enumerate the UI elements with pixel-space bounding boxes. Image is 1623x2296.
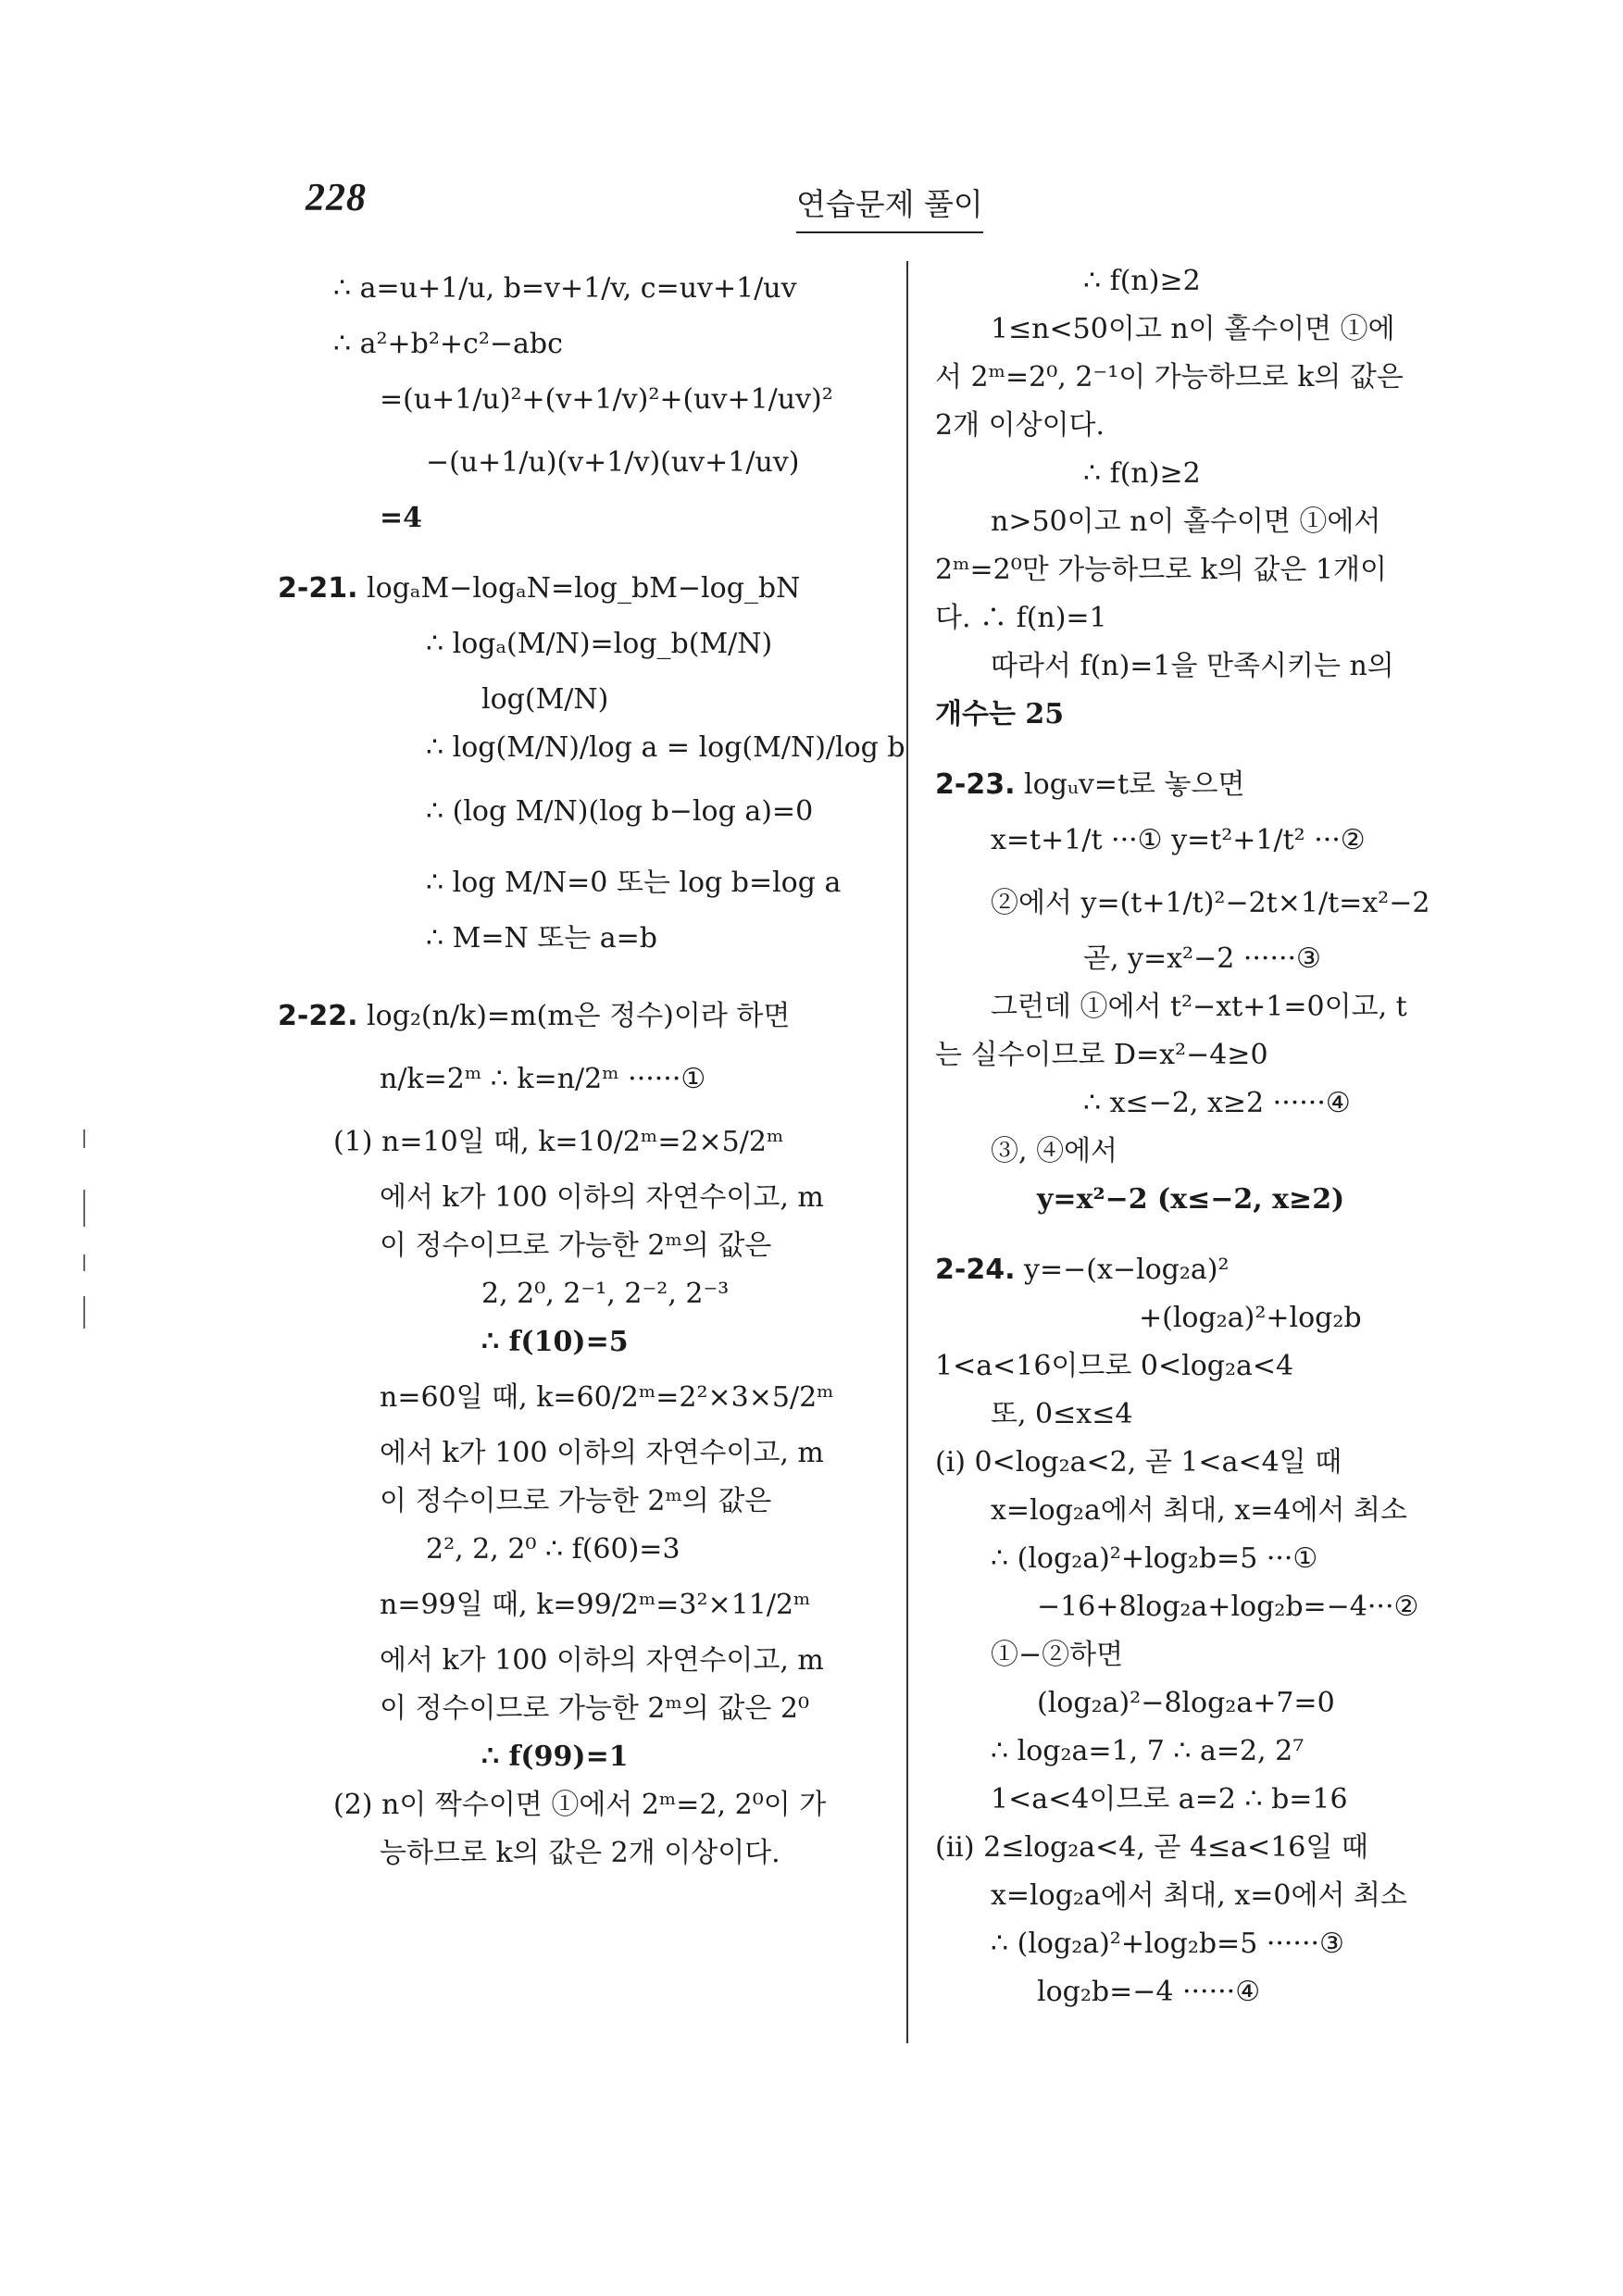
solution-line xyxy=(935,809,1537,872)
line-text: ∴ M=N 또는 a=b xyxy=(426,922,657,955)
solution-line xyxy=(935,1535,1537,1583)
solution-line xyxy=(278,1526,880,1574)
solution-line xyxy=(935,450,1537,498)
solution-line xyxy=(935,1824,1537,1872)
line-text: x=log₂a에서 최대, x=0에서 최소 xyxy=(991,1879,1407,1912)
line-text: y=−(x−log₂a)² xyxy=(1024,1254,1230,1286)
solution-line xyxy=(935,1294,1537,1342)
line-text: 에서 k가 100 이하의 자연수이고, m xyxy=(380,1644,824,1677)
line-text: n=99일 때, k=99/2ᵐ=3²×11/2ᵐ xyxy=(380,1589,811,1621)
line-text: −(u+1/u)(v+1/v)(uv+1/uv) xyxy=(426,446,800,479)
solution-line xyxy=(278,1781,880,1829)
solution-line xyxy=(935,498,1537,546)
line-text: ②에서 y=(t+1/t)²−2t×1/t=x²−2 xyxy=(991,887,1430,919)
running-head: 연습문제 풀이 xyxy=(796,181,983,233)
margin-mark xyxy=(83,1296,85,1329)
line-text: log₂b=−4 ······④ xyxy=(1037,1976,1261,2008)
solution-line xyxy=(278,494,880,543)
solution-line xyxy=(278,1366,880,1429)
line-text: 에서 k가 100 이하의 자연수이고, m xyxy=(380,1437,824,1469)
solution-line xyxy=(278,1733,880,1781)
line-text: ∴ log M/N=0 또는 log b=log a xyxy=(426,867,842,899)
solution-line xyxy=(935,1968,1537,2016)
line-text: 2ᵐ=2⁰만 가능하므로 k의 값은 1개이 xyxy=(935,554,1387,586)
line-text: ∴ f(n)≥2 xyxy=(1083,457,1201,490)
left-column xyxy=(278,257,905,1878)
line-text: =(u+1/u)²+(v+1/v)²+(uv+1/uv)² xyxy=(380,383,833,416)
line-text: 서 2ᵐ=2⁰, 2⁻¹이 가능하므로 k의 값은 xyxy=(935,361,1404,393)
line-text: x=log₂a에서 최대, x=4에서 최소 xyxy=(991,1494,1407,1527)
solution-line xyxy=(935,1031,1537,1079)
line-text: logᵤv=t로 놓으면 xyxy=(1024,768,1245,801)
line-text: ∴ f(10)=5 xyxy=(481,1326,629,1358)
column-divider xyxy=(906,261,908,2043)
solution-line xyxy=(935,643,1537,691)
problem-number: 2-24. xyxy=(935,1254,1016,1286)
line-text: (ii) 2≤log₂a<4, 곧 4≤a<16일 때 xyxy=(935,1831,1368,1864)
line-text: x=t+1/t ···① y=t²+1/t² ···② xyxy=(991,824,1366,856)
solution-line xyxy=(935,935,1537,983)
line-text: 개수는 25 xyxy=(935,698,1065,730)
line-text: y=x²−2 (x≤−2, x≥2) xyxy=(1037,1183,1345,1216)
line-text: ∴ f(n)≥2 xyxy=(1083,265,1201,297)
line-text: 또, 0≤x≤4 xyxy=(991,1398,1133,1430)
line-text: logₐM−logₐN=log_bM−log_bN xyxy=(367,572,801,605)
solution-line xyxy=(935,691,1537,739)
solution-line xyxy=(278,1318,880,1366)
solution-line xyxy=(278,1111,880,1174)
solution-line xyxy=(935,354,1537,402)
line-text: 1<a<4이므로 a=2 ∴ b=16 xyxy=(991,1783,1348,1816)
line-text: log₂(n/k)=m(m은 정수)이라 하면 xyxy=(367,1000,791,1032)
line-text: (2) n이 짝수이면 ①에서 2ᵐ=2, 2⁰이 가 xyxy=(333,1789,827,1821)
solution-line xyxy=(278,1478,880,1526)
solution-line xyxy=(278,1048,880,1111)
solution-line xyxy=(278,1637,880,1685)
line-text: 능하므로 k의 값은 2개 이상이다. xyxy=(380,1837,780,1869)
solution-line xyxy=(935,402,1537,450)
solution-line xyxy=(278,852,880,915)
line-text: ∴ a=u+1/u, b=v+1/v, c=uv+1/uv xyxy=(333,272,797,305)
line-text: ∴ f(99)=1 xyxy=(481,1741,629,1773)
solution-line xyxy=(278,1829,880,1878)
solution-line xyxy=(935,1176,1537,1224)
problem-number: 2-21. xyxy=(278,572,358,605)
margin-mark xyxy=(83,1254,85,1271)
line-text: ∴ x≤−2, x≥2 ······④ xyxy=(1083,1087,1351,1119)
line-text: ∴ (log M/N)(log b−log a)=0 xyxy=(426,795,814,828)
solution-line xyxy=(278,1174,880,1222)
solution-line xyxy=(278,915,880,963)
line-text: (log₂a)²−8log₂a+7=0 xyxy=(1037,1687,1335,1719)
problem-heading-line xyxy=(935,761,1537,809)
solution-line xyxy=(278,431,880,494)
line-text: −16+8log₂a+log₂b=−4···② xyxy=(1037,1591,1419,1623)
solution-line xyxy=(935,1342,1537,1391)
line-text: 이 정수이므로 가능한 2ᵐ의 값은 xyxy=(380,1229,772,1262)
line-text: n>50이고 n이 홀수이면 ①에서 xyxy=(991,505,1381,538)
solution-line xyxy=(278,1270,880,1318)
line-text: ①−②하면 xyxy=(991,1639,1124,1671)
solution-line xyxy=(935,1439,1537,1487)
problem-number: 2-23. xyxy=(935,768,1016,801)
line-text: n/k=2ᵐ ∴ k=n/2ᵐ ······① xyxy=(380,1063,706,1095)
line-text: ∴ log(M/N)/log a = log(M/N)/log b xyxy=(426,731,905,764)
solution-line xyxy=(935,1391,1537,1439)
solution-line xyxy=(935,1128,1537,1176)
line-text: ∴ log₂a=1, 7 ∴ a=2, 2⁷ xyxy=(991,1735,1305,1767)
line-text: 는 실수이므로 D=x²−4≥0 xyxy=(935,1039,1268,1071)
solution-line xyxy=(935,594,1537,643)
line-text: ∴ a²+b²+c²−abc xyxy=(333,328,563,360)
solution-line xyxy=(935,1679,1537,1728)
solution-line xyxy=(935,1872,1537,1920)
page-number: 228 xyxy=(306,177,367,219)
line-text: ③, ④에서 xyxy=(991,1135,1118,1167)
problem-heading-line xyxy=(278,985,880,1048)
problem-number: 2-22. xyxy=(278,1000,358,1032)
solution-line xyxy=(278,676,880,724)
margin-mark xyxy=(83,1129,85,1148)
solution-line xyxy=(935,1583,1537,1631)
line-text: 2², 2, 2⁰ ∴ f(60)=3 xyxy=(426,1533,680,1566)
line-text: 곧, y=x²−2 ······③ xyxy=(1083,942,1321,975)
solution-line xyxy=(278,1429,880,1478)
line-text: ∴ logₐ(M/N)=log_b(M/N) xyxy=(426,628,773,660)
line-text: =4 xyxy=(380,502,423,534)
problem-heading-line xyxy=(278,565,880,613)
line-text: n=60일 때, k=60/2ᵐ=2²×3×5/2ᵐ xyxy=(380,1381,834,1414)
line-text: log(M/N) xyxy=(481,683,609,716)
solution-line xyxy=(935,1776,1537,1824)
margin-mark xyxy=(83,1190,85,1227)
solution-line xyxy=(935,872,1537,935)
line-text: (1) n=10일 때, k=10/2ᵐ=2×5/2ᵐ xyxy=(333,1126,784,1158)
solution-line xyxy=(278,772,880,852)
solution-line xyxy=(278,613,880,676)
line-text: +(log₂a)²+log₂b xyxy=(1139,1302,1362,1334)
solution-line xyxy=(278,1574,880,1637)
problem-heading-line xyxy=(935,1246,1537,1294)
solution-line xyxy=(935,1079,1537,1128)
solution-line xyxy=(935,983,1537,1031)
solution-line xyxy=(278,1685,880,1733)
line-text: 에서 k가 100 이하의 자연수이고, m xyxy=(380,1181,824,1214)
line-text: ∴ (log₂a)²+log₂b=5 ···① xyxy=(991,1542,1318,1575)
line-text: 그런데 ①에서 t²−xt+1=0이고, t xyxy=(991,991,1407,1023)
solution-line xyxy=(278,1222,880,1270)
solution-line xyxy=(278,257,880,320)
solution-line xyxy=(935,1487,1537,1535)
solution-line xyxy=(935,1631,1537,1679)
line-text: 다. ∴ f(n)=1 xyxy=(935,602,1107,634)
line-text: (i) 0<log₂a<2, 곧 1<a<4일 때 xyxy=(935,1446,1342,1479)
right-column xyxy=(935,257,1537,2016)
solution-line xyxy=(935,1920,1537,1968)
line-text: 이 정수이므로 가능한 2ᵐ의 값은 2⁰ xyxy=(380,1692,810,1725)
line-text: ∴ (log₂a)²+log₂b=5 ······③ xyxy=(991,1928,1344,1960)
solution-line xyxy=(278,368,880,431)
line-text: 1<a<16이므로 0<log₂a<4 xyxy=(935,1350,1294,1382)
solution-line xyxy=(278,724,905,772)
line-text: 2개 이상이다. xyxy=(935,409,1105,442)
line-text: 1≤n<50이고 n이 홀수이면 ①에 xyxy=(991,313,1395,345)
line-text: 2, 2⁰, 2⁻¹, 2⁻², 2⁻³ xyxy=(481,1278,730,1310)
line-text: 따라서 f(n)=1을 만족시키는 n의 xyxy=(991,650,1394,682)
solution-line xyxy=(935,306,1537,354)
line-text: 이 정수이므로 가능한 2ᵐ의 값은 xyxy=(380,1485,772,1517)
solution-line xyxy=(935,257,1537,306)
solution-line xyxy=(278,320,880,368)
solution-line xyxy=(935,546,1537,594)
solution-line xyxy=(935,1728,1537,1776)
